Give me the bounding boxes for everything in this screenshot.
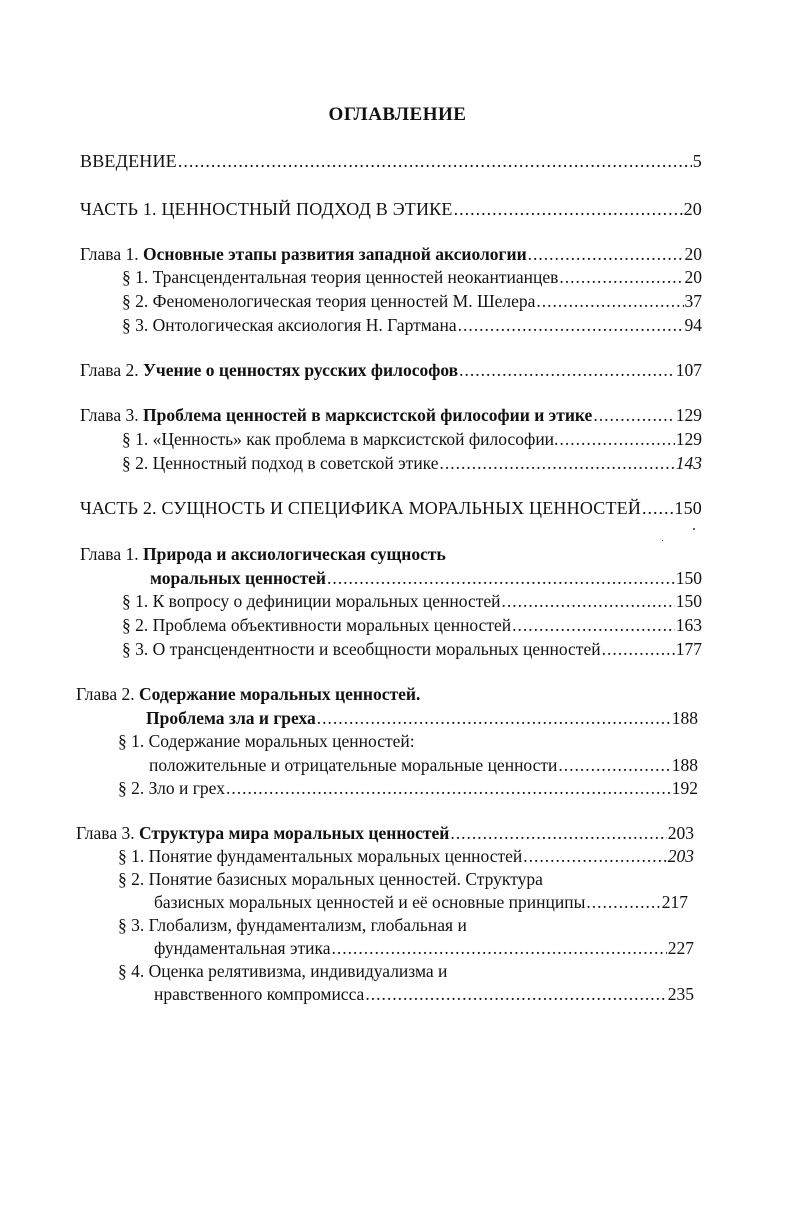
toc-entry-section xyxy=(122,290,702,312)
chapter-title: Учение о ценностях русских философов xyxy=(142,360,459,380)
section-label: § 3. xyxy=(118,915,145,935)
chapter-label: Глава 3. xyxy=(76,823,135,843)
chapter-label: Глава 3. xyxy=(80,405,139,425)
section-label: § 2. xyxy=(122,615,149,635)
entry-text: фундаментальная этика xyxy=(154,938,331,958)
toc-entry-section xyxy=(154,937,694,959)
entry-text xyxy=(118,777,225,799)
section-label: § 1. xyxy=(122,591,149,611)
leader-dots xyxy=(512,614,675,636)
entry-text xyxy=(80,359,458,381)
section-label: § 2. xyxy=(122,453,149,473)
page-number: 188 xyxy=(671,708,698,728)
leader-dots xyxy=(226,777,671,799)
chapter-label: Глава 1. xyxy=(80,544,139,564)
toc-section-heading xyxy=(118,730,415,752)
leader-dots xyxy=(602,638,675,660)
entry-text xyxy=(122,452,439,474)
leader-dots xyxy=(642,497,673,519)
page-number: 37 xyxy=(684,291,702,311)
chapter-title: Проблема ценностей в марксистской философии и этике xyxy=(142,405,593,425)
entry-text: положительные и отрицательные моральные ценности xyxy=(149,755,558,775)
entry-text xyxy=(122,314,457,336)
toc-entry-section xyxy=(118,777,698,799)
section-label: § 1. xyxy=(118,846,145,866)
entry-text xyxy=(80,404,592,426)
entry-text: нравственного компромисса xyxy=(154,984,365,1004)
page-number: 150 xyxy=(674,498,702,518)
toc-entry-section xyxy=(122,614,702,636)
toc-entry-chapter xyxy=(76,822,694,844)
entry-text xyxy=(122,614,511,636)
section-label: § 2. xyxy=(118,869,145,889)
leader-dots xyxy=(559,266,683,288)
entry-text xyxy=(122,638,601,660)
toc-entry-part1 xyxy=(80,198,702,220)
entry-text xyxy=(122,590,501,612)
section-title: «Ценность» как проблема в марксистской философии. xyxy=(152,429,559,449)
section-label: § 1. xyxy=(118,731,145,751)
leader-dots xyxy=(440,452,675,474)
leader-dots xyxy=(454,198,683,220)
toc-section-heading xyxy=(118,914,467,936)
leader-dots xyxy=(558,754,670,776)
toc-entry-section xyxy=(122,314,702,336)
page-number: 188 xyxy=(671,755,698,775)
page-number: 129 xyxy=(675,405,702,425)
section-label: § 3. xyxy=(122,639,149,659)
leader-dots xyxy=(365,983,666,1005)
chapter-label: Глава 1. xyxy=(80,244,139,264)
leader-dots xyxy=(523,845,666,867)
leader-dots xyxy=(536,290,683,312)
chapter-label: Глава 2. xyxy=(76,684,135,704)
toc-entry-chapter xyxy=(146,707,698,729)
page-number: 227 xyxy=(667,938,694,958)
toc-chapter-heading xyxy=(76,683,420,705)
section-title: Понятие базисных моральных ценностей. Структура xyxy=(148,869,543,889)
toc-entry-section xyxy=(122,266,702,288)
entry-text xyxy=(118,845,522,867)
entry-text: ВВЕДЕНИЕ xyxy=(80,151,177,171)
entry-text: ЧАСТЬ 2. СУЩНОСТЬ И СПЕЦИФИКА МОРАЛЬНЫХ ЦЕННОСТЕЙ xyxy=(80,498,642,518)
page-number: 94 xyxy=(684,315,702,335)
toc-entry-section xyxy=(122,452,702,474)
chapter-title: Природа и аксиологическая сущность xyxy=(142,544,446,564)
entry-text xyxy=(122,290,535,312)
section-title: О трансцендентности и всеобщности моральных ценностей xyxy=(152,639,601,659)
section-title: Феноменологическая теория ценностей М. Шелера xyxy=(152,291,536,311)
scan-speck xyxy=(662,540,663,541)
toc-chapter-heading xyxy=(80,543,446,565)
entry-text xyxy=(150,567,326,589)
entry-text xyxy=(80,243,527,265)
leader-dots xyxy=(528,243,684,265)
toc-entry-part2 xyxy=(80,497,702,519)
section-title: Онтологическая аксиология Н. Гартмана xyxy=(152,315,457,335)
section-label: § 2. xyxy=(118,778,145,798)
entry-text: ЧАСТЬ 1. ЦЕННОСТНЫЙ ПОДХОД В ЭТИКЕ xyxy=(80,199,453,219)
section-label: § 1. xyxy=(122,429,149,449)
chapter-title: Основные этапы развития западной аксиологии xyxy=(142,244,527,264)
page-number: 150 xyxy=(675,568,702,588)
section-title: Ценностный подход в советской этике xyxy=(152,453,439,473)
page-number: 107 xyxy=(675,360,702,380)
leader-dots xyxy=(559,428,674,450)
leader-dots xyxy=(458,314,684,336)
leader-dots xyxy=(327,567,675,589)
toc-entry-section xyxy=(122,638,702,660)
chapter-title: Структура мира моральных ценностей xyxy=(138,823,450,843)
toc-entry-chapter xyxy=(150,567,702,589)
section-title: Трансцендентальная теория ценностей неокантианцев xyxy=(152,267,559,287)
page-number: 150 xyxy=(675,591,702,611)
page-number: 192 xyxy=(671,778,698,798)
page-number: 20 xyxy=(684,244,702,264)
chapter-title: Содержание моральных ценностей. xyxy=(138,684,421,704)
toc-entry-intro xyxy=(80,150,702,172)
entry-text xyxy=(146,707,316,729)
toc-entry-section xyxy=(122,428,702,450)
section-title: Проблема объективности моральных ценностей xyxy=(152,615,512,635)
section-title: Глобализм, фундаментализм, глобальная и xyxy=(148,915,467,935)
toc-entry-chapter xyxy=(80,359,702,381)
chapter-title-continued: моральных ценностей xyxy=(150,568,326,588)
section-label: § 4. xyxy=(118,961,145,981)
page-number: 217 xyxy=(661,892,688,912)
toc-title: ОГЛАВЛЕНИЕ xyxy=(328,104,467,125)
section-title: К вопросу о дефиниции моральных ценностей xyxy=(152,591,501,611)
section-title: Зло и грех xyxy=(148,778,225,798)
leader-dots xyxy=(317,707,671,729)
chapter-title-continued: Проблема зла и греха xyxy=(146,708,316,728)
section-label: § 2. xyxy=(122,291,149,311)
entry-text xyxy=(76,822,449,844)
page-number: 203 xyxy=(667,846,694,866)
toc-entry-chapter xyxy=(80,404,702,426)
chapter-label: Глава 2. xyxy=(80,360,139,380)
section-title: Понятие фундаментальных моральных ценностей xyxy=(148,846,523,866)
section-label: § 3. xyxy=(122,315,149,335)
page-number: 235 xyxy=(667,984,694,1004)
leader-dots xyxy=(502,590,675,612)
page-number: 5 xyxy=(692,151,702,171)
leader-dots xyxy=(331,937,666,959)
leader-dots xyxy=(593,404,674,426)
leader-dots xyxy=(178,150,692,172)
leader-dots xyxy=(459,359,675,381)
entry-text: базисных моральных ценностей и её основные принципы xyxy=(154,892,586,912)
toc-entry-section xyxy=(122,590,702,612)
page-number: 129 xyxy=(675,429,702,449)
page-number: 177 xyxy=(675,639,702,659)
entry-text xyxy=(122,428,558,450)
toc-entry-section xyxy=(149,754,698,776)
page-number: 203 xyxy=(667,823,694,843)
leader-dots xyxy=(586,891,660,913)
section-title: Содержание моральных ценностей: xyxy=(148,731,415,751)
toc-entry-section xyxy=(118,845,694,867)
page-number: 143 xyxy=(675,453,702,473)
toc-entry-section xyxy=(154,891,688,913)
leader-dots xyxy=(450,822,666,844)
toc-entry-chapter xyxy=(80,243,702,265)
section-label: § 1. xyxy=(122,267,149,287)
page-number: 163 xyxy=(675,615,702,635)
section-title: Оценка релятивизма, индивидуализма и xyxy=(148,961,448,981)
page-number: 20 xyxy=(684,267,702,287)
entry-text xyxy=(122,266,558,288)
scan-speck xyxy=(693,528,695,530)
toc-section-heading xyxy=(118,868,543,890)
toc-entry-section xyxy=(154,983,694,1005)
page-number: 20 xyxy=(683,199,702,219)
toc-section-heading xyxy=(118,960,447,982)
